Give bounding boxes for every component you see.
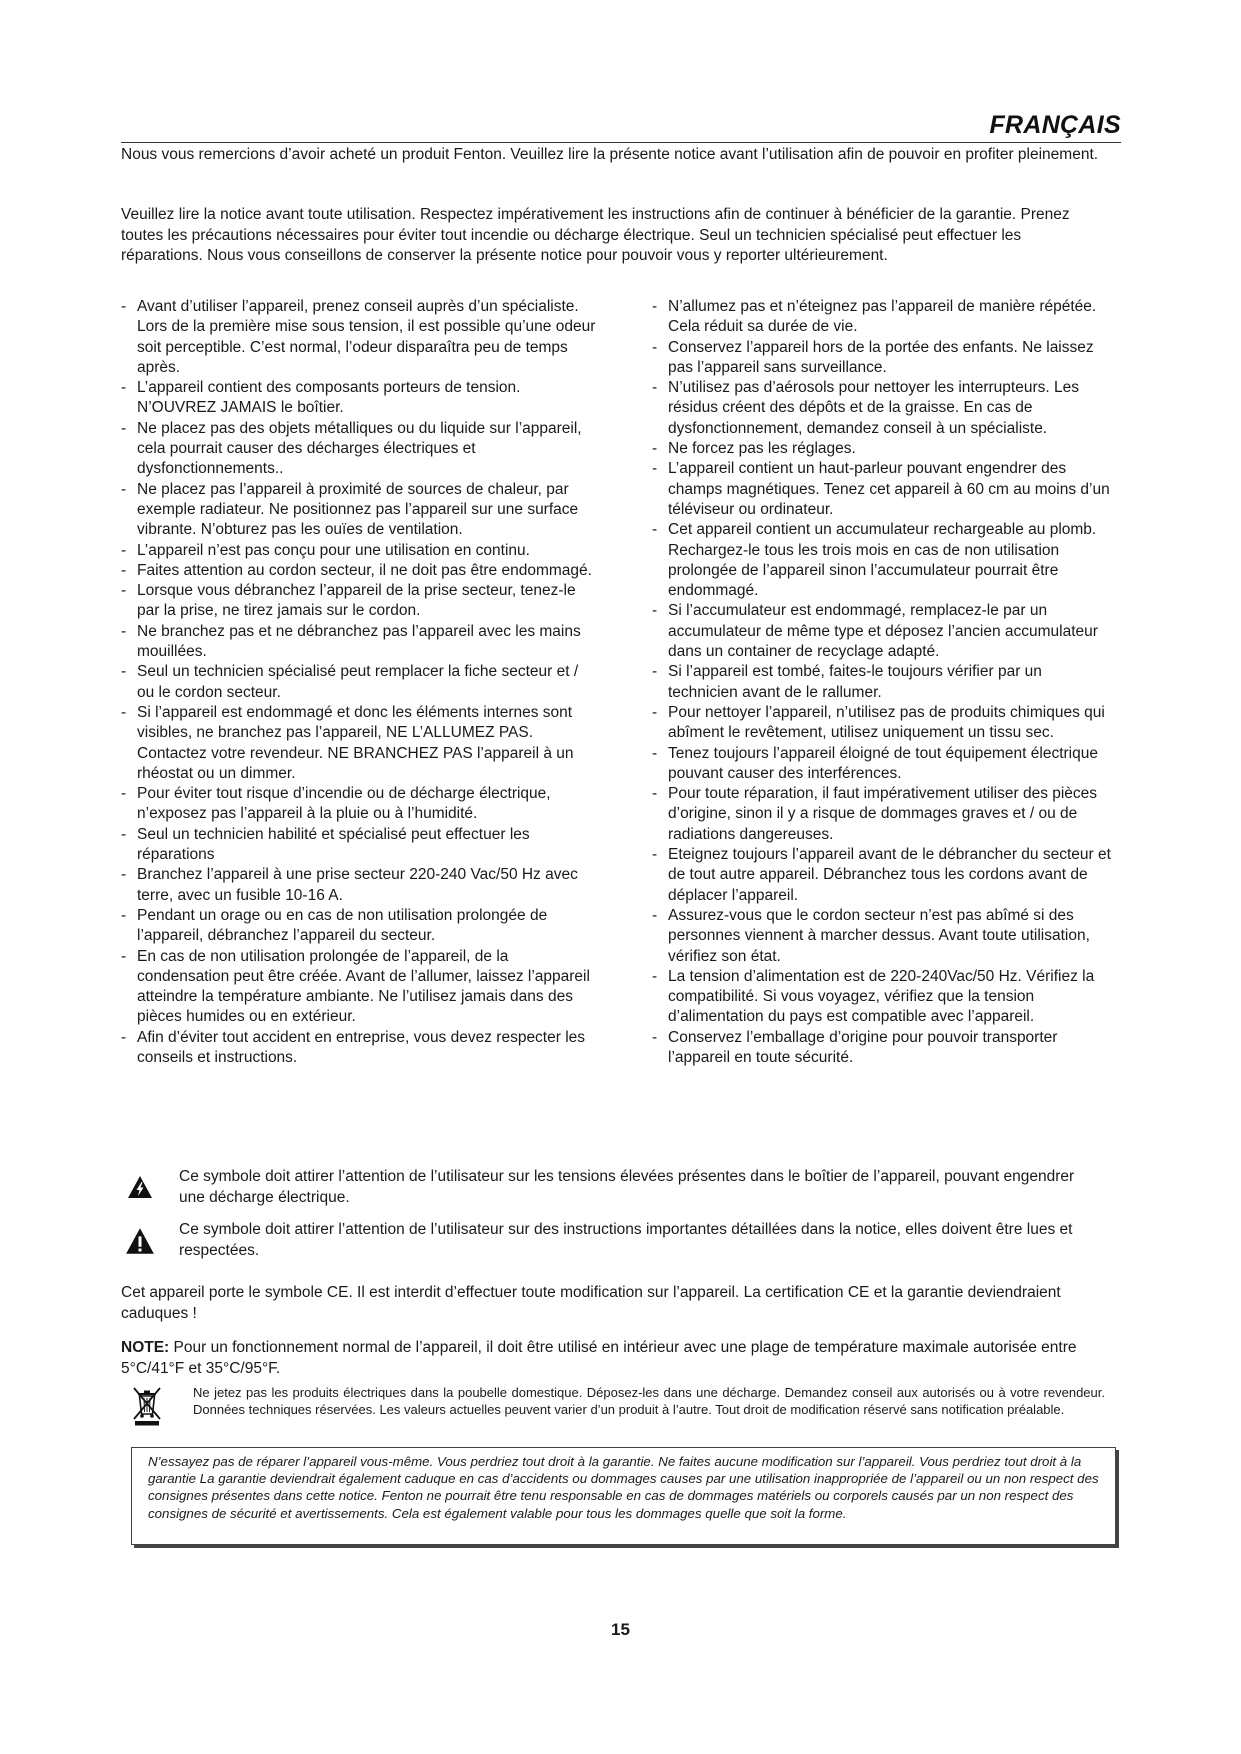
- ce-mark-paragraph: Cet appareil porte le symbole CE. Il est interdit d’effectuer toute modification sur l’appareil. La certification CE et la garantie deviendraient caduques !: [121, 1284, 1061, 1322]
- instructions-right-column: [652, 297, 1114, 1068]
- list-item: - Ne branchez pas et ne débranchez pas l’appareil avec les mains mouillées.: [121, 622, 599, 663]
- list-item: - Seul un technicien spécialisé peut remplacer la fiche secteur et / ou le cordon secteur.: [121, 662, 599, 703]
- list-item: - Pour toute réparation, il faut impérativement utiliser des pièces d’origine, sinon il y a risque de dommages graves et / ou de radiations dangereuses.: [652, 784, 1114, 845]
- language-title: FRANÇAIS: [989, 111, 1121, 139]
- list-item: - Assurez-vous que le cordon secteur n’est pas abîmé si des personnes viennent à marcher dessus. Avant toute utilisation, vérifiez son état.: [652, 906, 1114, 967]
- note-paragraph: [121, 1338, 1106, 1379]
- list-item: - Branchez l’appareil à une prise secteur 220-240 Vac/50 Hz avec terre, avec un fusible 10-16 A.: [121, 865, 599, 906]
- list-item: - L’appareil contient des composants porteurs de tension. N’OUVREZ JAMAIS le boîtier.: [121, 378, 599, 419]
- page-number: 15: [611, 1620, 630, 1639]
- list-item: - Conservez l’appareil hors de la portée des enfants. Ne laissez pas l’appareil sans surveillance.: [652, 338, 1114, 379]
- intro-paragraph-warranty: Veuillez lire la notice avant toute utilisation. Respectez impérativement les instructions afin de continuer à bénéficier de la garantie. Prenez toutes les précautions nécessaires pour éviter tout incendie ou décharge électrique. Seul un technicien spécialisé peut effectuer les réparations. Nous vous conseillons de conserver la présente notice pour pouvoir vous y reporter ultérieurement.: [121, 206, 1070, 264]
- list-item: - En cas de non utilisation prolongée de l’appareil, de la condensation peut être créée. Avant de l’allumer, laissez l’appareil atteindre la température ambiante. Ne l’utilisez jamais dans des pièces humides ou en extérieur.: [121, 947, 599, 1028]
- list-item: - Si l’appareil est tombé, faites-le toujours vérifier par un technicien avant de le rallumer.: [652, 662, 1114, 703]
- intro-paragraph-thanks: Nous vous remercions d’avoir acheté un produit Fenton. Veuillez lire la présente notice avant l’utilisation afin de pouvoir en profiter pleinement.: [121, 146, 1099, 163]
- list-item: - L’appareil contient un haut-parleur pouvant engendrer des champs magnétiques. Tenez cet appareil à 60 cm au moins d’un téléviseur ou ordinateur.: [652, 459, 1114, 520]
- list-item: - Avant d’utiliser l’appareil, prenez conseil auprès d’un spécialiste. Lors de la première mise sous tension, il est possible qu’une odeur soit perceptible. C’est normal, l’odeur disparaîtra peu de temps après.: [121, 297, 599, 378]
- list-item: - N’allumez pas et n’éteignez pas l’appareil de manière répétée. Cela réduit sa durée de vie.: [652, 297, 1114, 338]
- list-item: - Ne placez pas l’appareil à proximité de sources de chaleur, par exemple radiateur. Ne positionnez pas l’appareil sur une surface vibrante. N’obturez pas les ouïes de ventilation.: [121, 480, 599, 541]
- list-item: - Pour nettoyer l’appareil, n’utilisez pas de produits chimiques qui abîment le revêtement, utilisez uniquement un tissu sec.: [652, 703, 1114, 744]
- instructions-left-column: [121, 297, 599, 1068]
- list-item: - Tenez toujours l’appareil éloigné de tout équipement électrique pouvant causer des interférences.: [652, 744, 1114, 785]
- note-label: NOTE:: [121, 1339, 170, 1356]
- weee-disposal-notice: [121, 1384, 1106, 1432]
- language-header: [121, 106, 1121, 143]
- important-instructions-notice: [121, 1220, 1106, 1262]
- list-item: - Faites attention au cordon secteur, il ne doit pas être endommagé.: [121, 561, 599, 581]
- list-item: - Seul un technicien habilité et spécialisé peut effectuer les réparations: [121, 825, 599, 866]
- list-item: - Ne forcez pas les réglages.: [652, 439, 1114, 459]
- warranty-disclaimer-box: N’essayez pas de réparer l’appareil vous-même. Vous perdriez tout droit à la garantie. Ne faites aucune modification sur l’appareil. Vous perdriez tout droit à la garantie La garantie deviendrait également caduque en cas d’accidents ou dommages causes par une utilisation inappropriée de l’appareil ou un non respect des consignes présentes dans cette notice. Fenton ne pourrait être tenu responsable en cas de dommages matériels ou corporels causés par un non respect des consignes de sécurité et avertissements. Cela est également valable pour tous les dommages quelle que soit la forme.: [131, 1447, 1116, 1545]
- high-voltage-notice: [121, 1167, 1106, 1209]
- weee-disposal-text: Ne jetez pas les produits électriques dans la poubelle domestique. Déposez-les dans une décharge. Demandez conseil aux autorisés ou à votre revendeur. Données techniques réservées. Les valeurs actuelles peuvent varier d’un produit à l’autre. Tout droit de modification réservé sans notification préalable.: [193, 1385, 1105, 1417]
- high-voltage-notice-text: Ce symbole doit attirer l’attention de l’utilisateur sur les tensions élevées présentes dans le boîtier de l’appareil, pouvant engendrer une décharge électrique.: [179, 1168, 1075, 1206]
- list-item: - Si l’accumulateur est endommagé, remplacez-le par un accumulateur de même type et déposez l’ancien accumulateur dans un container de recyclage adapté.: [652, 601, 1114, 662]
- list-item: - Afin d’éviter tout accident en entreprise, vous devez respecter les conseils et instructions.: [121, 1028, 599, 1069]
- list-item: - Lorsque vous débranchez l’appareil de la prise secteur, tenez-le par la prise, ne tirez jamais sur le cordon.: [121, 581, 599, 622]
- list-item: - Ne placez pas des objets métalliques ou du liquide sur l’appareil, cela pourrait causer des décharges électriques et dysfonctionnements..: [121, 419, 599, 480]
- list-item: - Eteignez toujours l’appareil avant de le débrancher du secteur et de tout autre appareil. Débranchez tous les cordons avant de déplacer l’appareil.: [652, 845, 1114, 906]
- crossed-bin-icon: [131, 1386, 163, 1426]
- list-item: - N’utilisez pas d’aérosols pour nettoyer les interrupteurs. Les résidus créent des dépôts et de la graisse. En cas de dysfonctionnement, demandez conseil à un spécialiste.: [652, 378, 1114, 439]
- list-item: - L’appareil n’est pas conçu pour une utilisation en continu.: [121, 541, 599, 561]
- list-item: - La tension d’alimentation est de 220-240Vac/50 Hz. Vérifiez la compatibilité. Si vous voyagez, vérifiez que la tension d’alimentation du pays est compatible avec l’appareil.: [652, 967, 1114, 1028]
- important-instructions-notice-text: Ce symbole doit attirer l’attention de l’utilisateur sur des instructions importantes détaillées dans la notice, elles doivent être lues et respectées.: [179, 1221, 1073, 1259]
- list-item: - Pour éviter tout risque d’incendie ou de décharge électrique, n’exposez pas l’appareil à la pluie ou à l’humidité.: [121, 784, 599, 825]
- list-item: - Pendant un orage ou en cas de non utilisation prolongée de l’appareil, débranchez l’appareil du secteur.: [121, 906, 599, 947]
- list-item: - Si l’appareil est endommagé et donc les éléments internes sont visibles, ne branchez pas l’appareil, NE L’ALLUMEZ PAS. Contactez votre revendeur. NE BRANCHEZ PAS l’appareil à un rhéostat ou un dimmer.: [121, 703, 599, 784]
- list-item: - Conservez l’emballage d’origine pour pouvoir transporter l’appareil en toute sécurité.: [652, 1028, 1114, 1069]
- high-voltage-warning-icon: [127, 1175, 153, 1199]
- note-body: Pour un fonctionnement normal de l’appareil, il doit être utilisé en intérieur avec une plage de température maximale autorisée entre 5°C/41°F et 35°C/95°F.: [121, 1339, 1077, 1377]
- list-item: - Cet appareil contient un accumulateur rechargeable au plomb. Rechargez-le tous les trois mois en cas de non utilisation prolongée de l’appareil sinon l’accumulateur pourrait être endommagé.: [652, 520, 1114, 601]
- exclamation-warning-icon: [125, 1227, 155, 1255]
